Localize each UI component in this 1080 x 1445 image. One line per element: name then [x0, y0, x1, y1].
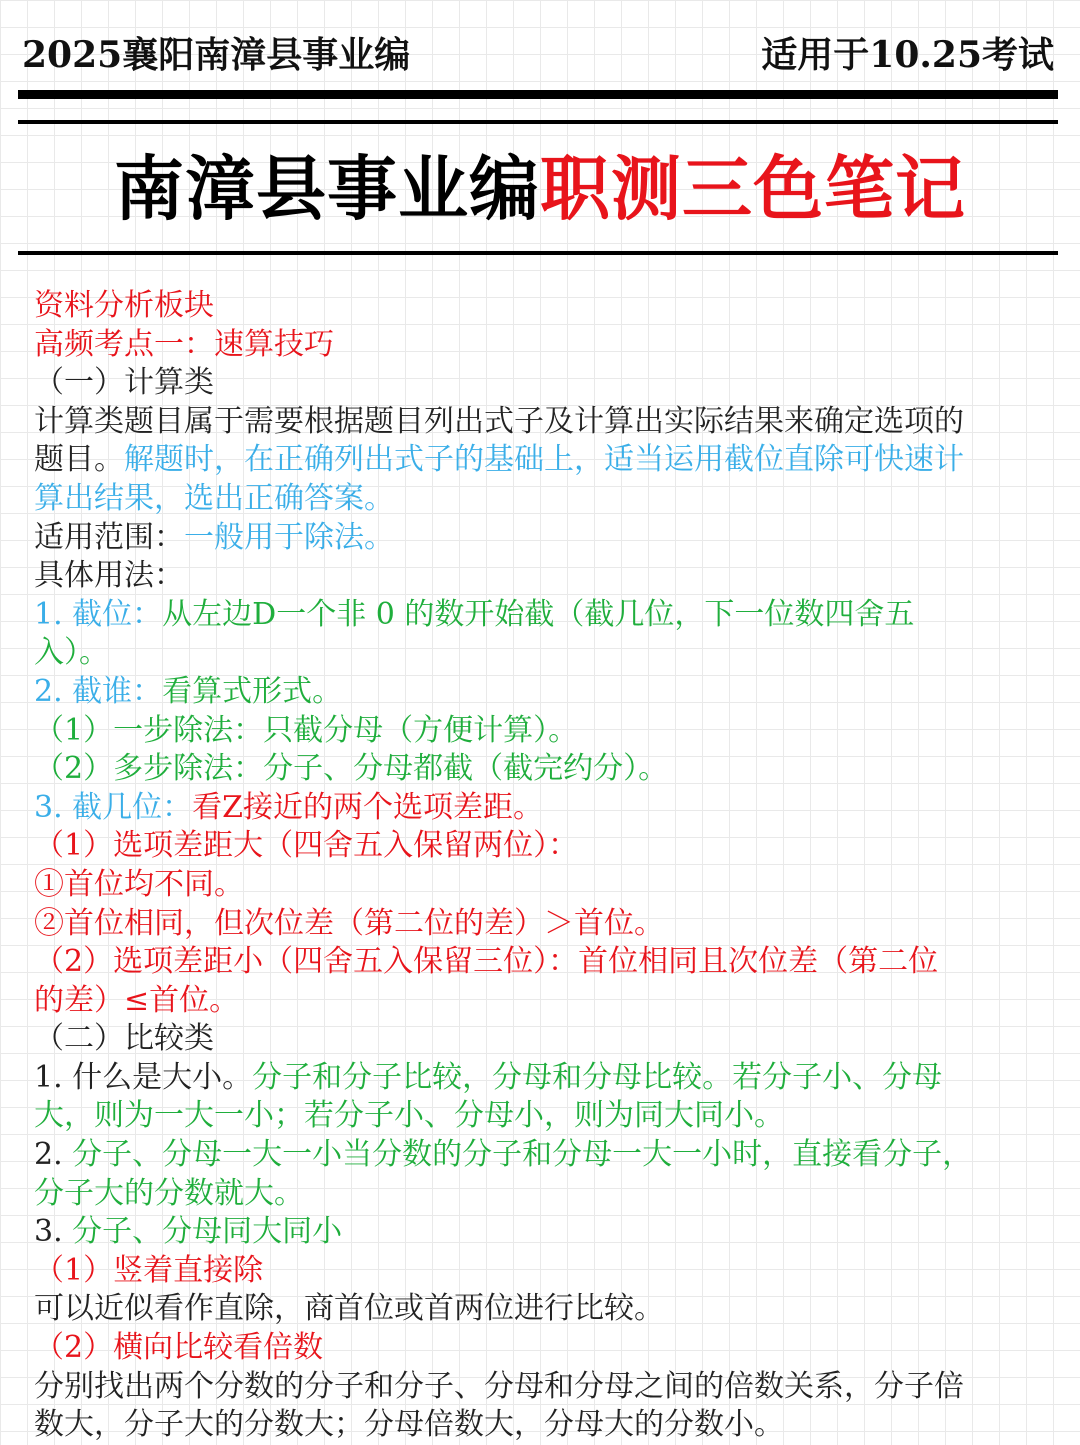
note-line [34, 1136, 1040, 1175]
header-right-text: 适用于10.25考试 [761, 33, 1054, 76]
note-line [34, 1252, 1040, 1291]
note-line [34, 1059, 1040, 1098]
note-line [34, 1329, 1040, 1368]
note-segment: 一般用于除法。 [184, 519, 394, 555]
note-line [34, 287, 1040, 326]
note-segment: 大，则为一大一小；若分子小、分母小，则为同大同小。 [34, 1098, 784, 1134]
note-segment: （二）比较类 [34, 1021, 214, 1057]
note-segment: 看Z接近的两个选项差距。 [192, 789, 544, 825]
note-segment: 3. [34, 1214, 73, 1250]
note-line [34, 480, 1040, 519]
note-line [34, 1175, 1040, 1214]
note-segment: 入）。 [34, 635, 109, 671]
note-segment: ①首位均不同。 [34, 866, 244, 902]
note-segment: 算出结果，选出正确答案。 [34, 480, 394, 516]
note-line [34, 557, 1040, 596]
note-line [34, 905, 1040, 944]
note-segment: 分别找出两个分数的分子和分子、分母和分母之间的倍数关系，分子倍 [34, 1368, 964, 1404]
header-left-text: 2025襄阳南漳县事业编 [22, 33, 411, 76]
notes-body [34, 287, 1040, 1445]
note-segment: （一）计算类 [34, 365, 214, 401]
note-segment: 数大，分子大的分数大；分母倍数大，分母大的分数小。 [34, 1407, 784, 1443]
note-segment: 资料分析板块 [34, 288, 214, 323]
note-line [34, 326, 1040, 365]
note-segment: 具体用法： [34, 558, 184, 594]
note-segment: （2）选项差距小（四舍五入保留三位）：首位相同且次位差（第二位 [34, 944, 939, 980]
note-segment: 可以近似看作直除，商首位或首两位进行比较。 [34, 1291, 664, 1327]
page-title [0, 140, 1080, 238]
note-segment: 解题时，在正确列出式子的基础上，适当运用截位直除可快速计 [124, 442, 964, 478]
note-line [34, 441, 1040, 480]
header-thick-rule [18, 90, 1058, 99]
note-line [34, 1213, 1040, 1252]
note-line [34, 750, 1040, 789]
note-segment: （1）一步除法：只截分母（方便计算）。 [34, 712, 579, 748]
note-segment: 2. 截谁： [34, 673, 163, 709]
note-segment: （2）横向比较看倍数 [34, 1330, 324, 1366]
note-line [34, 673, 1040, 712]
note-line [34, 634, 1040, 673]
note-segment: ②首位相同，但次位差（第二位的差）＞首位。 [34, 905, 664, 941]
note-line [34, 596, 1040, 635]
note-segment: 适用范围： [34, 519, 184, 555]
note-line [34, 943, 1040, 982]
note-segment: 分子、分母同大同小 [72, 1214, 343, 1250]
note-line [34, 403, 1040, 442]
note-segment: 分子大的分数就大。 [34, 1175, 304, 1211]
header-thin-rule [18, 120, 1058, 124]
header-bar [22, 26, 1054, 78]
note-line [34, 789, 1040, 828]
title-red-part: 职测三色笔记 [540, 147, 966, 230]
note-line [34, 519, 1040, 558]
note-segment: 2. [34, 1137, 73, 1173]
note-line [34, 982, 1040, 1021]
note-segment: 题目。 [34, 442, 124, 478]
note-line [34, 1406, 1040, 1445]
note-line [34, 1290, 1040, 1329]
note-line [34, 364, 1040, 403]
note-line [34, 1368, 1040, 1407]
title-black-part: 南漳县事业编 [114, 147, 540, 230]
note-segment: （1）竖着直接除 [34, 1252, 264, 1288]
note-segment: 1. 什么是大小。 [34, 1059, 253, 1095]
note-segment: 分子、分母一大一小当分数的分子和分母一大一小时，直接看分子， [72, 1137, 973, 1173]
note-line [34, 1097, 1040, 1136]
note-line [34, 827, 1040, 866]
note-segment: 3. 截几位： [34, 789, 193, 825]
note-segment: 1. 截位： [34, 596, 163, 632]
note-segment: 计算类题目属于需要根据题目列出式子及计算出实际结果来确定选项的 [34, 403, 964, 439]
note-segment: 从左边D一个非 0 的数开始截（截几位，下一位数四舍五 [162, 596, 915, 632]
note-segment: （2）多步除法：分子、分母都截（截完约分）。 [34, 751, 669, 787]
note-segment: （1）选项差距大（四舍五入保留两位）： [34, 828, 579, 864]
note-line [34, 712, 1040, 751]
note-segment: 看算式形式。 [162, 673, 343, 709]
note-segment: 分子和分子比较，分母和分母比较。若分子小、分母 [252, 1059, 943, 1095]
note-line [34, 1020, 1040, 1059]
title-bottom-rule [18, 251, 1058, 255]
note-line [34, 866, 1040, 905]
note-segment: 高频考点一：速算技巧 [34, 326, 334, 362]
note-segment: 的差）≤首位。 [34, 982, 240, 1018]
